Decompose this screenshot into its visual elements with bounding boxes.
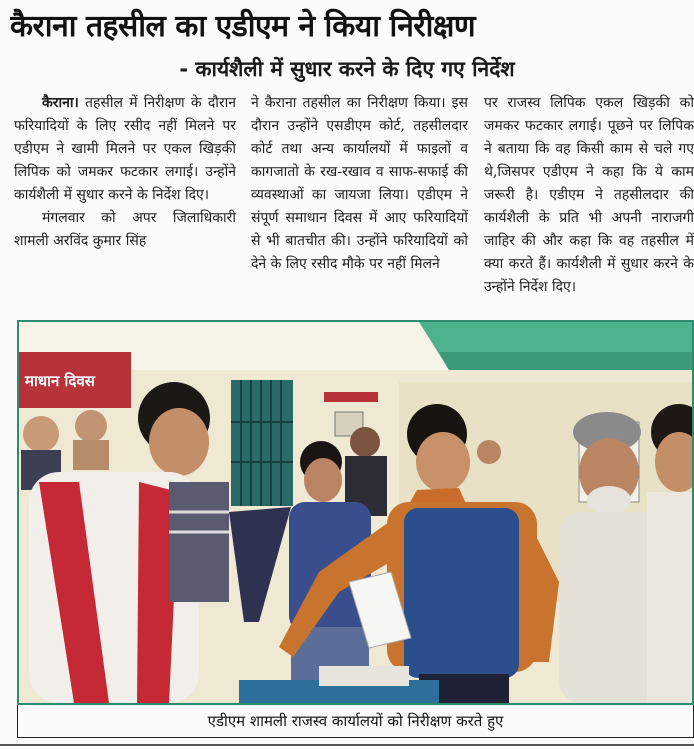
paragraph-1: [14, 92, 236, 207]
page-divider: [0, 744, 694, 746]
article-column-3: [484, 92, 694, 316]
paragraph-1-text: तहसील में निरीक्षण के दौरान फरियादियों के लिए रसीद नहीं मिलने पर एडीएम ने खामी मिलने पर एकल खिड़की लिपिक को जमकर फटकार लगाई। उन्होंने कार्यशैली में सुधार करने के निर्देश दिए।: [14, 95, 236, 203]
previous-article-strip: [0, 0, 694, 7]
column-2-text: ने कैराना तहसील का निरीक्षण किया। इस दौरान उन्होंने एसडीएम कोर्ट, तहसीलदार कोर्ट तथा अन्य कार्यालयों में फाइलों व कागजातो के रख-रखाव व साफ-सफाई की व्यवस्थाओं का जायजा लिया। एडीएम ने संपूर्ण समाधान दिवस में आए फरियादियों से भी बातचीत की। उन्होंने फरियादियों को देने के लिए रसीद मौके पर नहीं मिलने: [251, 95, 468, 272]
banner-text: माधान दिवस: [25, 372, 95, 390]
photo-illustration: [19, 322, 692, 703]
column-3-text: पर राजस्व लिपिक एकल खिड़की को जमकर फटकार लगाई। पूछने पर लिपिक ने बताया कि वह किसी काम से चले गए थे,जिसपर एडीएम ने कहा कि ये काम जरूरी है। एडीएम ने तहसीलदार की कार्यशैली के प्रति भी अपनी नाराजगी जाहिर की और कहा कि वह तहसील में क्या करते हैं। कार्यशैली में सुधार करने के उन्होंने निर्देश दिए।: [484, 95, 694, 295]
subheadline: - कार्यशैली में सुधार करने के दिए गए निर्देश: [179, 57, 515, 81]
paragraph-2: मंगलवार को अपर जिलाधिकारी शामली अरविंद कुमार सिंह: [14, 210, 236, 249]
article-column-1: [14, 92, 236, 316]
photo-caption: एडीएम शामली राजस्व कार्यालयों को निरीक्षण करते हुए: [17, 705, 694, 738]
dateline: कैराना।: [42, 95, 79, 111]
headline: कैराना तहसील का एडीएम ने किया निरीक्षण: [10, 9, 476, 44]
news-photo: [17, 320, 694, 705]
article-column-2: [251, 92, 468, 316]
